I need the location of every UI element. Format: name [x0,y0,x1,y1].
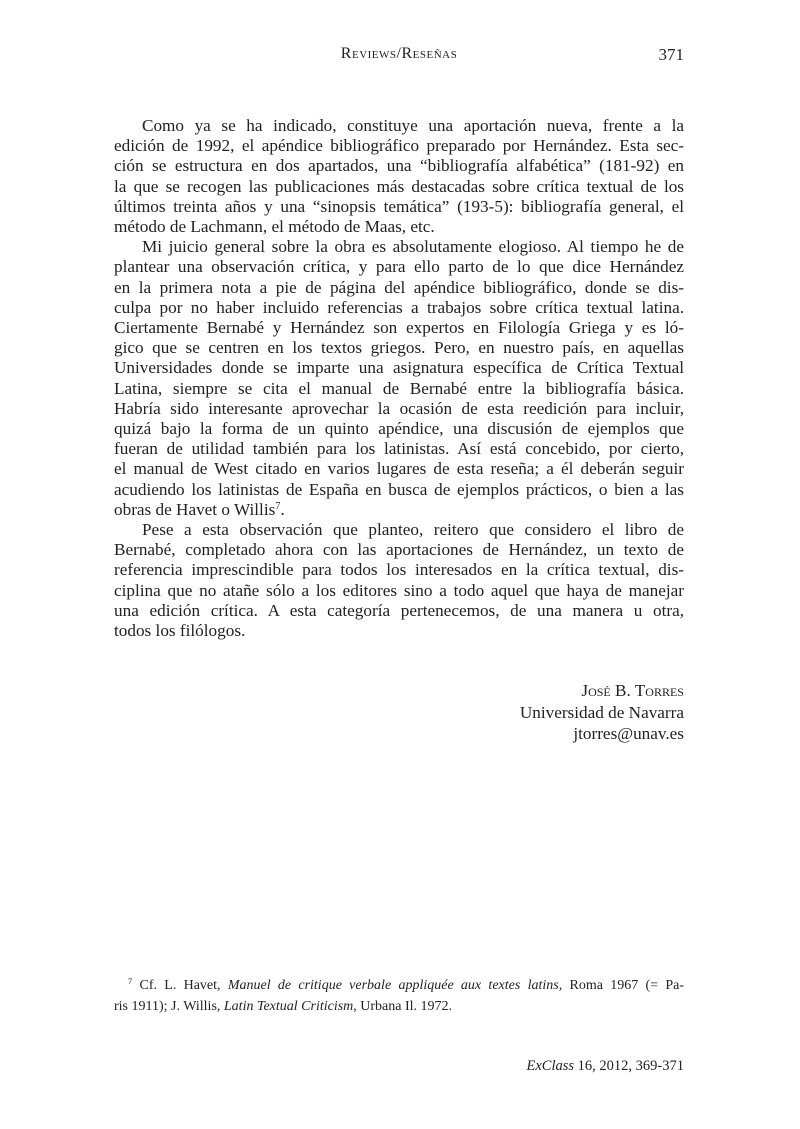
paragraph-line: edición de 1992, el apéndice bibliográfico preparado por Hernández. Esta sec- [114,136,684,156]
paragraph-line: últimos treinta años y una “sinopsis temática” (193-5): bibliografía general, el [114,196,684,216]
paragraph-line: Latina, siempre se cita el manual de Bernabé entre la bibliografía básica. [114,378,684,398]
running-title: Reviews/Reseñas [340,45,458,62]
paragraph-line: Ciertamente Bernabé y Hernández son expertos en Filología Griega y es ló- [114,318,684,338]
paragraph-line: Habría sido interesante aprovechar la ocasión de esta reedición para incluir, [114,398,684,418]
paragraph-line [114,500,684,520]
paragraph-line: Mi juicio general sobre la obra es absolutamente elogioso. Al tiempo he de [142,237,684,257]
author-affiliation: Universidad de Navarra [519,702,684,722]
paragraph-line: ciplina que no atañe sólo a los editores sino a todo aquel que haya de manejar [114,580,684,600]
paragraph-line: plantear una observación crítica, y para ello parto de lo que dice Hernández [114,257,684,277]
paragraph-2 [114,237,684,520]
line-end: . [280,499,285,519]
body-text [114,116,684,641]
paragraph-line: culpa por no haber incluido referencias a trabajos sobre crítica textual latina. [114,297,684,317]
paragraph-line: método de Lachmann, el método de Maas, etc. [114,217,435,237]
paragraph-1 [114,116,684,237]
footnote-title: Latin Textual Criticism [223,999,354,1014]
paragraph-line: fueran de utilidad también para los latinistas. Así está concebido, por cierto, [114,439,684,459]
footnote-text: Roma 1967 (= Pa- [562,978,684,993]
paragraph-line: quizá bajo la forma de un quinto apéndice, una discusión de ejemplos que [114,419,684,439]
page-header [114,45,684,69]
footnote-ref[interactable]: 7 [275,500,281,512]
paragraph-line: ción se estructura en dos apartados, una “bibliografía alfabética” (181-92) en [114,156,684,176]
page-number: 371 [658,45,684,64]
journal-name: ExClass [526,1058,575,1074]
footnote-line-1 [114,975,684,996]
paragraph-line: Universidades donde se imparte una asignatura específica de Crítica Textual [114,358,684,378]
author-name: José B. Torres [581,681,684,700]
footnote-number: 7 [128,976,133,986]
paragraph-line: el manual de West citado en varios lugares de esta reseña; a él deberán seguir [114,459,684,479]
line-text: obras de Havet o Willis [114,499,276,519]
paragraph-line: referencia imprescindible para todos los interesados en la crítica textual, dis- [114,560,684,580]
signature [520,680,684,745]
paragraph-3 [114,520,684,641]
footnote-text: , Urbana Il. 1972. [353,999,453,1014]
paragraph-line: gico que se centren en los textos griegos. Pero, en nuestro país, en aquellas [114,338,684,358]
paragraph-line: una edición crítica. A esta categoría pertenecemos, de una manera u otra, [114,600,684,620]
footnote-text: ris 1911); J. Willis, [114,999,224,1014]
author-email[interactable]: jtorres@unav.es [573,724,684,743]
paragraph-line: todos los filólogos. [114,621,246,641]
journal-citation [527,1058,685,1075]
paragraph-line: Pese a esta observación que planteo, reitero que considero el libro de [142,520,684,540]
footnote-title: Manuel de critique verbale appliquée aux textes latins, [227,978,563,993]
paragraph-line: la que se recogen las publicaciones más destacadas sobre crítica textual de los [114,176,684,196]
paragraph-line: acudiendo los latinistas de España en busca de ejemplos prácticos, o bien a las [114,479,684,499]
footnote-line-2 [114,996,684,1017]
footnote-text: Cf. L. Havet, [139,978,228,993]
paragraph-line: en la primera nota a pie de página del apéndice bibliográfico, donde se dis- [114,277,684,297]
paragraph-line: Bernabé, completado ahora con las aportaciones de Hernández, un texto de [114,540,684,560]
footnote [114,975,684,1017]
paragraph-line: Como ya se ha indicado, constituye una aportación nueva, frente a la [142,116,684,135]
journal-volume: 16, 2012, 369-371 [574,1058,684,1074]
